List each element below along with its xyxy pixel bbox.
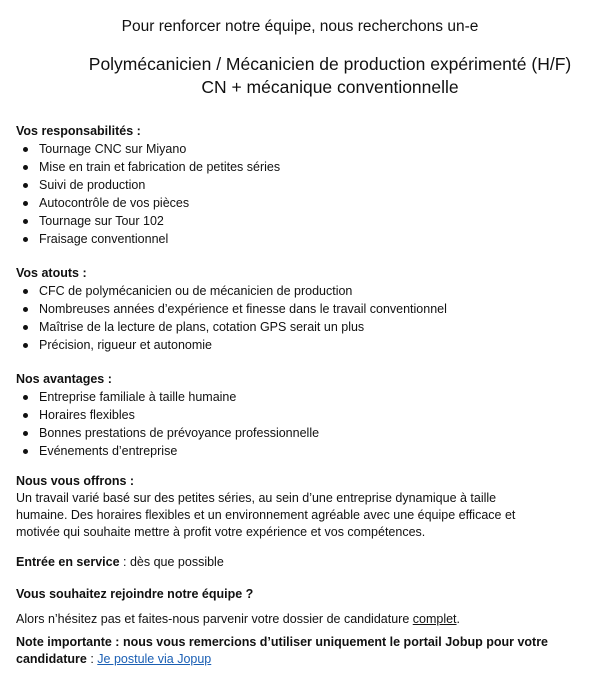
- bullet-icon: [23, 449, 28, 454]
- section-rejoindre: [16, 586, 596, 603]
- section-rejoindre-text: [16, 611, 596, 628]
- list-item: [23, 406, 596, 424]
- list-item: [23, 424, 596, 442]
- entree-label: Entrée en service: [16, 555, 120, 569]
- list-item: [23, 318, 596, 336]
- list-item-text: Suivi de production: [39, 178, 146, 192]
- note-line-2: [16, 651, 596, 668]
- bullet-icon: [23, 165, 28, 170]
- offrons-line: humaine. Des horaires flexibles et un environnement agréable avec une équipe efficace et: [16, 508, 516, 522]
- bullet-icon: [23, 219, 28, 224]
- rejoindre-end: .: [456, 612, 461, 626]
- section-avantages: [16, 370, 596, 460]
- bullet-icon: [23, 289, 28, 294]
- section-title: Nos avantages :: [16, 372, 112, 386]
- bullet-icon: [23, 343, 28, 348]
- list-item-text: Mise en train et fabrication de petites séries: [39, 160, 281, 174]
- atouts-list: [16, 282, 596, 354]
- list-item-text: Horaires flexibles: [39, 408, 135, 422]
- rejoindre-line: [16, 611, 596, 628]
- apply-link[interactable]: Je postule via Jopup: [97, 652, 212, 666]
- bullet-icon: [23, 237, 28, 242]
- intro-text: Pour renforcer notre équipe, nous recherchons un-e: [121, 18, 479, 35]
- list-item: [23, 194, 596, 212]
- note-candidature: candidature: [16, 652, 87, 666]
- bullet-icon: [23, 325, 28, 330]
- list-item-text: Autocontrôle de vos pièces: [39, 196, 190, 210]
- rejoindre-text: Alors n’hésitez pas et faites-nous parvenir votre dossier de candidature: [16, 612, 413, 626]
- responsabilites-list: [16, 140, 596, 248]
- bullet-icon: [23, 147, 28, 152]
- entree-value: : dès que possible: [119, 555, 224, 569]
- list-item: [23, 140, 596, 158]
- list-item: [23, 300, 596, 318]
- note-separator: :: [86, 652, 98, 666]
- list-item: [23, 212, 596, 230]
- list-item-text: Entreprise familiale à taille humaine: [39, 390, 237, 404]
- list-item-text: Maîtrise de la lecture de plans, cotation GPS serait un plus: [39, 320, 365, 334]
- bullet-icon: [23, 431, 28, 436]
- list-item: [23, 442, 596, 460]
- section-atouts: [16, 264, 596, 354]
- list-item: [23, 336, 596, 354]
- bullet-icon: [23, 413, 28, 418]
- section-responsabilites: [16, 122, 596, 248]
- section-offrons: [16, 472, 596, 541]
- list-item-text: Nombreuses années d’expérience et finesse dans le travail conventionnel: [39, 302, 447, 316]
- job-subtitle: CN + mécanique conventionnelle: [201, 77, 459, 97]
- list-item: [23, 158, 596, 176]
- bullet-icon: [23, 183, 28, 188]
- list-item-text: Tournage sur Tour 102: [39, 214, 164, 228]
- note-line: Note importante : nous vous remercions d’utiliser uniquement le portail Jobup pour votre: [16, 635, 549, 649]
- list-item: [23, 282, 596, 300]
- section-title: Vos responsabilités :: [16, 124, 141, 138]
- avantages-list: [16, 388, 596, 460]
- list-item: [23, 230, 596, 248]
- bullet-icon: [23, 307, 28, 312]
- list-item-text: Précision, rigueur et autonomie: [39, 338, 213, 352]
- offrons-line: motivée qui souhaite mettre à profit votre expérience et vos compétences.: [16, 525, 426, 539]
- bullet-icon: [23, 395, 28, 400]
- section-entree: [16, 554, 596, 571]
- list-item-text: Tournage CNC sur Miyano: [39, 142, 187, 156]
- rejoindre-title: Vous souhaitez rejoindre notre équipe ?: [16, 587, 254, 601]
- job-title: Polymécanicien / Mécanicien de production expérimenté (H/F): [88, 54, 572, 74]
- complet-word: complet: [412, 612, 457, 626]
- section-note: [16, 634, 596, 668]
- offrons-line: Un travail varié basé sur des petites séries, au sein d’une entreprise dynamique à taille: [16, 491, 497, 505]
- section-title: Vos atouts :: [16, 266, 87, 280]
- list-item: [23, 388, 596, 406]
- section-title: Nous vous offrons :: [16, 474, 135, 488]
- entree-line: [16, 554, 596, 571]
- list-item-text: Bonnes prestations de prévoyance professionnelle: [39, 426, 320, 440]
- list-item-text: Evénements d’entreprise: [39, 444, 178, 458]
- list-item-text: CFC de polymécanicien ou de mécanicien de production: [39, 284, 353, 298]
- list-item-text: Fraisage conventionnel: [39, 232, 169, 246]
- list-item: [23, 176, 596, 194]
- bullet-icon: [23, 201, 28, 206]
